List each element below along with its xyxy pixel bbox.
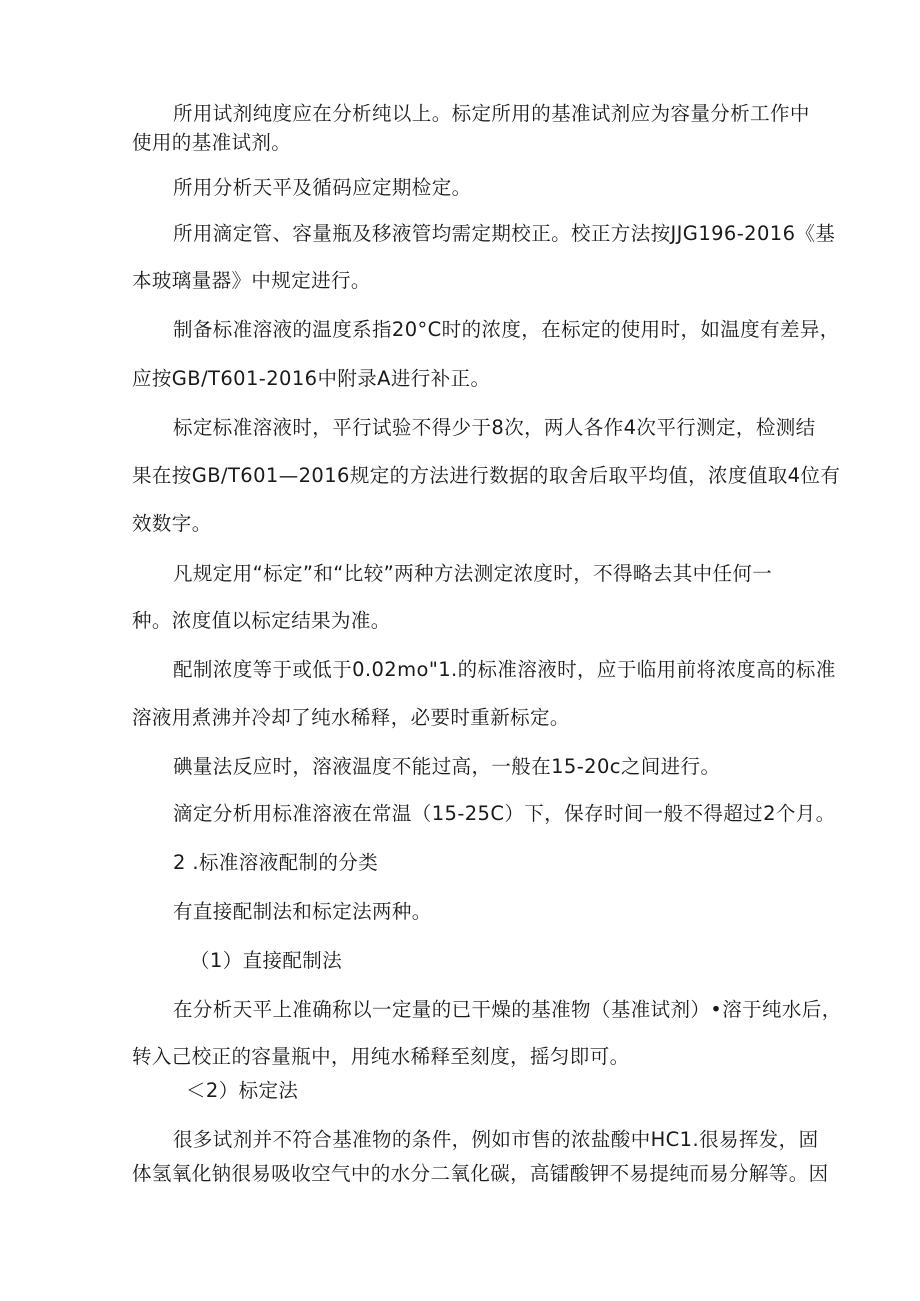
text-line: 标定标准溶液时，平行试验不得少于8次，两人各作4次平行测定，检测结 [173,416,816,439]
text-line: 滴定分析用标准溶液在常温（15-25C）下，保存时间一般不得超过2个月。 [173,802,836,825]
text-line: 效数字。 [132,512,212,535]
text-line: 制备标准溶液的温度系指20°C时的浓度，在标定的使用时，如温度有差异， [173,318,840,341]
subsection-heading: ＜2）标定法 [186,1079,299,1102]
text-line: 配制浓度等于或低于0.02mo"1.的标准溶液时，应于临用前将浓度高的标准 [173,658,836,681]
text-line: 有直接配制法和标定法两种。 [173,900,432,923]
text-line: 本玻璃量器》中规定进行。 [132,269,371,292]
text-line: 所用试剂纯度应在分析纯以上。标定所用的基准试剂应为容量分析工作中 [173,102,810,125]
section-heading: 2 .标准溶液配制的分类 [173,851,379,874]
text-line: 凡规定用“标定”和“比较”两种方法测定浓度时，不得略去其中任何一 [173,562,773,585]
text-line: 转入己校正的容量瓶中，用纯水稀释至刻度，摇匀即可。 [132,1045,630,1068]
text-line: 在分析天平上准确称以一定量的已干燥的基准物（基准试剂）•溶于纯水后， [173,998,842,1021]
text-line: 很多试剂并不符合基准物的条件，例如市售的浓盐酸中HC1.很易挥发，固 [173,1128,819,1151]
text-line: 使用的基准试剂。 [132,131,292,154]
text-line: 应按GB/T601-2016中附录A进行补正。 [132,367,491,390]
text-line: 果在按GB/T601—2016规定的方法进行数据的取舍后取平均值，浓度值取4位有 [132,464,841,487]
text-line: 所用滴定管、容量瓶及移液管均需定期校正。校正方法按JJG196-2016《基 [173,222,836,245]
subsection-heading: （1）直接配制法 [190,949,343,972]
text-line: 所用分析天平及循码应定期检定。 [173,176,472,199]
text-line: 碘量法反应时，溶液温度不能过高，一般在15-20c之间进行。 [173,755,721,778]
text-line: 溶液用煮沸并冷却了纯水稀释，必要时重新标定。 [132,706,570,729]
text-line: 体氢氧化钠很易吸收空气中的水分二氧化碳，高镭酸钾不易提纯而易分解等。因 [132,1162,829,1185]
text-line: 种。浓度值以标定结果为准。 [132,609,391,632]
